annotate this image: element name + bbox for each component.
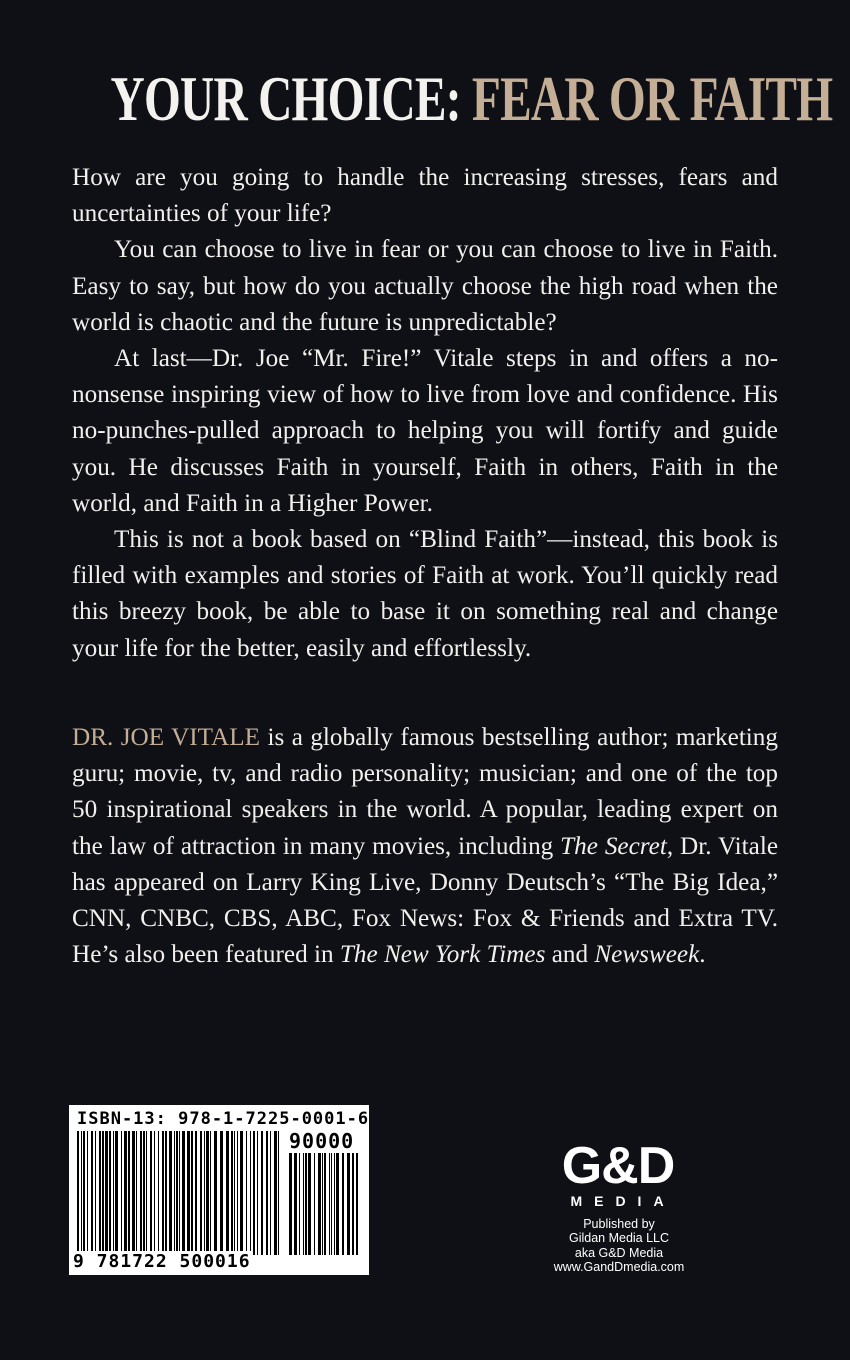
logo-main-text: G&D [561,1137,675,1195]
publisher-line-2: Gildan Media LLC [568,1231,670,1246]
price-code: 90000 [289,1129,355,1153]
author-bio [72,720,778,973]
bio-italic-nyt: The New York Times [339,941,546,969]
book-blurb [72,160,778,667]
publisher-line-4: www.GandDmedia.com [553,1260,685,1275]
ean-digits: 9 781722 500016 [73,1251,251,1272]
publisher-info [532,1217,706,1275]
author-bio-paragraph [72,720,778,973]
blurb-paragraph-1: How are you going to handle the increasing stresses, fears and uncertainties of your life? [72,164,778,228]
logo-sub-text: MEDIA [570,1193,676,1209]
publisher-logo [548,1137,688,1209]
bio-text-4: . [699,941,706,969]
blurb-paragraph-2: You can choose to live in fear or you can choose to live in Faith. Easy to say, but how do you actually choose the high road when the world is chaotic and the future is unpredictable? [72,236,778,336]
blurb-paragraph-3: At last—Dr. Joe “Mr. Fire!” Vitale steps in and offers a no-nonsense inspiring view of how to live from love and confidence. His no-punches-pulled approach to helping you will fortify and guide you. He discusses Faith in yourself, Faith in others, Faith in the world, and Faith in a Higher Power. [72,345,778,517]
title-part-2: FEAR OR FAITH [471,63,833,134]
title-part-1: YOUR CHOICE: [110,63,472,134]
publisher-line-3: aka G&D Media [574,1245,664,1260]
bio-text-2: , Dr. Vitale has appeared on Larry King Live, Donny Deutsch’s “The Big Idea,” CNN, CNBC, CBS, ABC, Fox News: Fox & Friends and Extra TV. He’s also been featured in [72,832,778,969]
isbn-label: ISBN-13: 978-1-7225-0001-6 [77,1109,370,1129]
bio-text-1: is a globally famous bestselling author; marketing guru; movie, tv, and radio personality; musician; and one of the top 50 inspirational speakers in the world. A popular, leading expert on the law of attraction in many movies, including [72,724,778,860]
blurb-paragraph-4: This is not a book based on “Blind Faith”—instead, this book is filled with examples and stories of Faith at work. You’ll quickly read this breezy book, be able to base it on something real and change your life for the better, easily and effortlessly. [72,526,778,662]
bio-text-3: and [545,941,595,969]
isbn-barcode [69,1105,369,1275]
author-name: DR. JOE VITALE [72,724,261,751]
bio-italic-the-secret: The Secret [560,832,667,860]
cover-title [110,62,833,136]
bio-italic-newsweek: Newsweek [594,941,700,969]
publisher-line-1: Published by [583,1217,655,1231]
